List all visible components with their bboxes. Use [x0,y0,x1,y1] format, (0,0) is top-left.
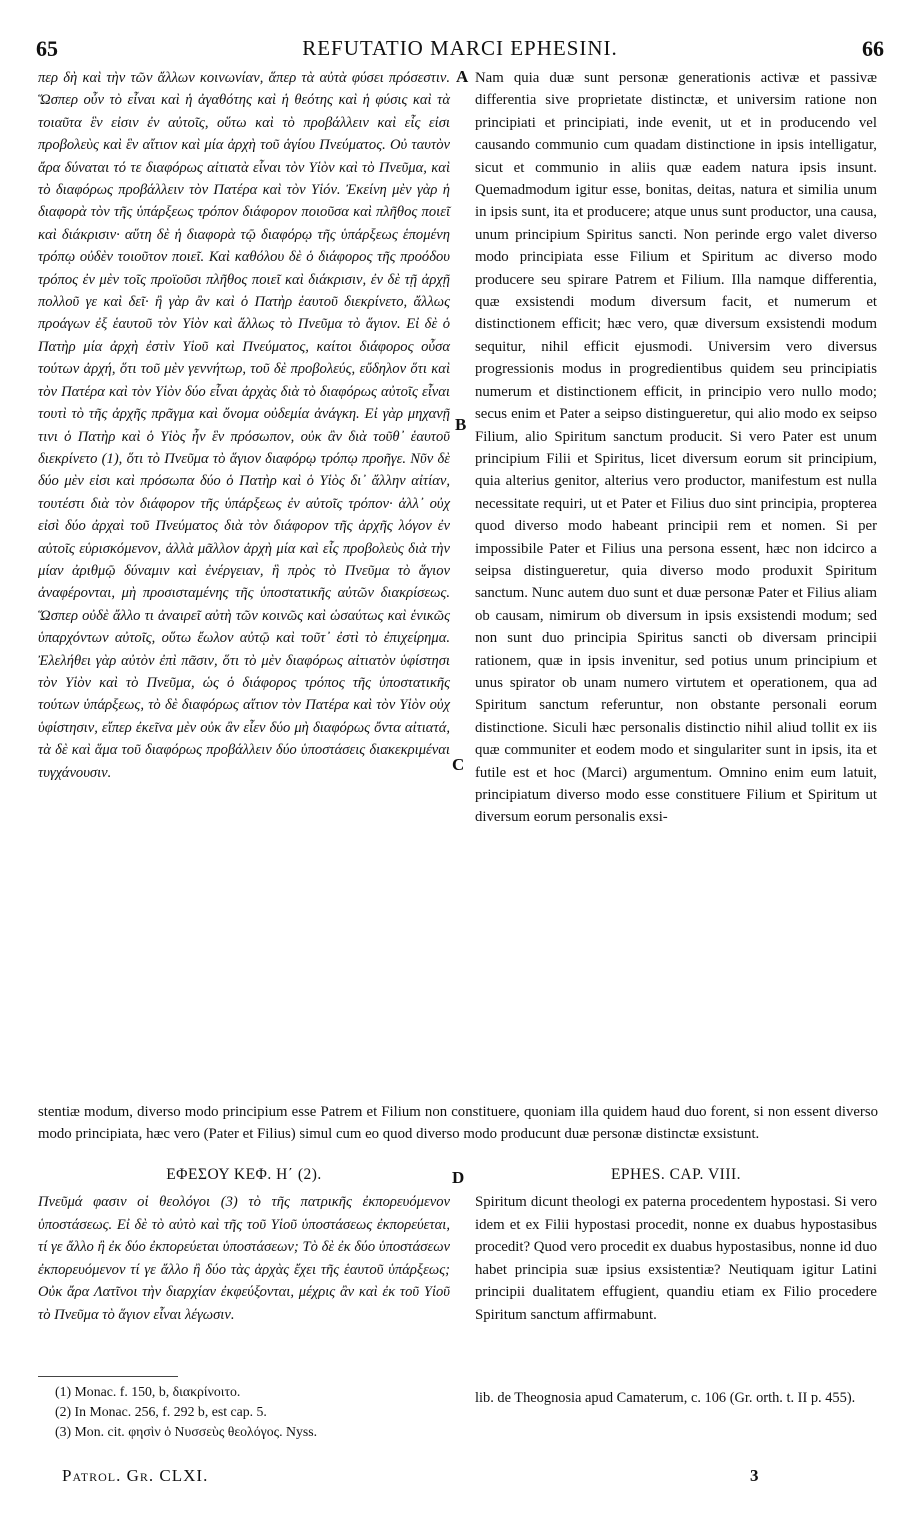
reference-note: lib. de Theognosia apud Camaterum, c. 106 (Gr. orth. t. II p. 455). [475,1390,856,1406]
latin-full-width [38,1101,878,1145]
latin-section-heading: EPHES. CAP. VIII. [610,1166,742,1183]
greek-main-text: περ δὴ καὶ τὴν τῶν ἄλλων κοινωνίαν, ἅπερ τὰ αὐτὰ φύσει πρόσεστιν. Ὥσπερ οὖν τὸ εἶναι καὶ ἡ ἀγαθότης καὶ ἡ θεότης καὶ ἡ φύσις καὶ τὰ τοιαῦτα ἓν εἰσιν ἐν αὐτοῖς, οὕτω καὶ τὸ προβάλλειν καὶ εἷς εἰσι προβολεὺς καὶ ἓν αἴτιον καὶ μία ἀρχὴ τοῦ ἁγίου Πνεύματος. Οὐ ταυτὸν ἄρα δύναται τό τε διαφόρως αἰτιατὰ εἶναι τὸν Υἱὸν καὶ τὸ Πνεῦμα, καὶ τὸ διαφόρως προβάλλειν τὸν Πατέρα καὶ τὸν Υἱόν. Ἐκείνη μὲν γὰρ ἡ διαφορὰ τὸν τῆς ὑπάρξεως τρόπον διάφορον ποιοῦσα καὶ πλῆθος ποιεῖ καὶ διάκρισιν· αὕτη δὲ ἡ διαφορὰ τῷ διαφόρῳ τῆς ὑπάρξεως ἑπομένη τρόπῳ οὐδὲν τοιοῦτον ποιεῖ. Καὶ καθόλου δὲ ὁ διάφορος τῆς προόδου τρόπος ἐν μὲν τοῖς προϊοῦσι πλῆθος ποιεῖ καὶ διάκρισιν, ἐν δὲ τῇ ἀρχῇ πολλοῦ γε καὶ δεῖ· ἢ γὰρ ἂν καὶ ὁ Πατὴρ ἑαυτοῦ διεκρίνετο, ἄλλως προάγων ἐξ ἑαυτοῦ τὸν Υἱὸν καὶ ἄλλως τὸ Πνεῦμα τὸ ἅγιον. Εἰ δὲ ὁ Πατὴρ μία ἀρχὴ ἐστὶν Υἱοῦ καὶ Πνεύματος, καίτοι διάφορος οὖσα τούτων ἀρχή, ὅτι τοῦ μὲν γεννήτωρ, τοῦ δὲ προβολεύς, εὔδηλον ὅτι καὶ τὸν Πατέρα καὶ τὸν Υἱὸν δύο εἶναι ἀρχὰς διὰ τὸ διαφόρως αὐτοῖς εἶναι τουτὶ τὸ τῆς ἀρχῆς πρᾶγμα καὶ ὄνομα οὐδεμία ἀνάγκη. Εἰ γὰρ μηχανῇ τινι ὁ Πατὴρ καὶ ὁ Υἱὸς ἦν ἓν πρόσωπον, οὐκ ἂν διὰ τοῦθ᾽ ἑαυτοῦ διεκρίνετο (1), ὅτι τὸ Πνεῦμα τὸ ἅγιον διαφόρῳ τρόπῳ προῆγε. Νῦν δὲ δύο μὲν εἰσι καὶ πρόσωπα δύο ὁ Πατὴρ καὶ ὁ Υἱὸς δι᾽ ἄλλην αἰτίαν, τουτέστι διὰ τὸν διάφορον τῆς ὑπάρξεως ἐν αὐτοῖς τρόπον· ἀλλ᾽ οὐχ εἰσὶ δύο ἀρχαὶ τοῦ Πνεύματος διὰ τὸν διάφορον τῆς ἀρχῆς λόγον ἐν αὐτοῖς εὑρισκόμενον, ἀλλὰ μᾶλλον ἀρχὴ μία καὶ εἷς προβολεὺς διὰ τὴν μίαν ἀριθμῷ δύναμιν καὶ ἐνέργειαν, ἣ πρὸς τὸ Πνεῦμα τὸ ἅγιον ἀναφέρονται, μὴ προσισταμένης τῆς ὑποστατικῆς αὐτῶν διακρίσεως. Ὥσπερ οὐδὲ ἄλλο τι ἀναιρεῖ αὐτὴ τῶν κοινῶς καὶ ὡσαύτως καὶ ἑνικῶς ὑπαρχόντων αὐτοῖς, οὕτω ἔωλον αὐτῷ καὶ τοῦτ᾽ ἐστὶ τὸ ἐπιχείρημα. Ἐλελήθει γὰρ αὐτὸν ἐπὶ πᾶσιν, ὅτι τὸ μὲν διαφόρως αἰτιατὸν ὑφίστησι τὸν Υἱὸν καὶ τὸ Πνεῦμα, ὡς ὁ διάφορος τρόπος τῆς ὑποστατικῆς τούτων ὑπάρξεως, τὸ δὲ διαφόρως αἴτιον τὸν Πατέρα καὶ τὸν Υἱὸν οὐχ ὑφίστησιν, εἴπερ ἐκεῖνα μὲν οὐκ ἂν εἶεν δύο μὴ διαφόρως ὄντα αἰτιατά, τὰ δὲ καὶ ἅμα τοῦ διαφόρως προβάλλειν δύο ὑποστάσεις διακεκριμέναι τυγχάνουσιν. [38,70,450,781]
latin-column [475,67,877,829]
left-page-number: 65 [36,36,58,61]
latin-section-text: Spiritum dicunt theologi ex paterna procedentem hypostasi. Si vero idem et ex Filii hypostasi procedit, nonne ex duabus hypostasibus procedit? Quod vero procedit ex duabus hypostasibus, nonne id duo habet principia suæ ipsius exsistentiæ? Neutiquam igitur Latini principii dualitatem effugient, quandiu etiam ex Filio procedere Spiritum sanctum affirmabunt. [475,1194,877,1323]
margin-letter-a: A [456,67,469,86]
latin-main-text: Nam quia duæ sunt personæ generationis activæ et passivæ differentia sive proprietate distinctæ, et universim ratione non principiati et principiati, inde evenit, ut et in producendo vel causando communio cum quadam distinctione in ipsis intelligatur, sicut et communio in aliis quæ eadem natura ipsis insunt. Quemadmodum igitur esse, bonitas, deitas, natura et similia unum in ipsis sunt, ita et producere; atque unus sunt productor, una causa, unum principium Spiritus sancti. Non perinde ergo valet diverso modo principiata esse Filium et Spiritum ac diverso modo producere seu spirare Patrem et Filium. Illa namque differentia, quæ exsistendi modum diversum facit, et numerum et distinctionem efficit; hæc vero, quæ diversum exsistendi modum sequitur, nihil efficit ejusmodi. Universim vero diversus progressionis modus in progredientibus quidem seu principiatis numerum et distinctionem efficit, in principio vero nullo modo; secus enim et Pater a seipso distingueretur, qui alio modo ex seipso Filium, alio Spiritum sanctum producit. Si vero Pater est unum principium Filii et Spiritus, licet diversum eorum sit principium, quia alterius genitor, alterius vero productor, manifestum est nulla necessitate requiri, ut et Pater et Filius duo sint principia, propterea quod diverso modo habeant principii rem et nomen. Si per impossibile Pater et Filius una persona essent, hæc non idcirco a seipsa distingueretur, quia diverso modo produxit Spiritum sanctum. Nunc autem duo sunt et duæ personæ Pater et Filius aliam ob causam, nimirum ob diversum in ipsis exsistendi modum; sed non sunt duo principia Spiritus sancti ob diversam principii rationem, quæ in ipsis invenitur, sed potius unum principium et unus spirator ob unam numero virtutem et operationem, qua ad Spiritum sanctum referuntur, non obstante personali eorum distinctione. Siculi hæc personalis distinctio nihil aliud tollit ex iis quæ communiter et eodem modo et singulariter sunt in ipsis, ita et futile est et hoc (Marci) argumentum. Omnino enim eum latuit, principiatum diverso modo esse constituere Filium et Spiritum ut diversum eorum personalis exsi- [475,70,877,826]
latin-continuation-text: stentiæ modum, diverso modo principium esse Patrem et Filium non constituere, quoniam illa quidem haud duo forent, si non essent diverso modo principiata, hæc vero (Pater et Filius) simul cum eo quod diverso modo producunt duæ personæ distinctæ exsistunt. [38,1104,878,1142]
margin-letter-c: C [452,755,465,774]
margin-letter-d: D [452,1168,465,1187]
greek-section-column [38,1191,450,1327]
right-page-number: 66 [862,36,884,61]
series-footer: Patrol. Gr. CLXI. [62,1466,209,1485]
greek-section-heading: ΕΦΕΣΟΥ ΚΕΦ. Η΄ (2). [166,1166,322,1183]
footnote: (1) Monac. f. 150, b, διακρίνοιτο. [55,1384,241,1399]
signature-number: 3 [750,1466,759,1485]
footnotes [55,1382,450,1442]
running-header [36,36,884,66]
footnote: (3) Mon. cit. φησὶν ὁ Νυσσεὺς θεολόγος. Nyss. [55,1424,318,1439]
greek-section-text: Πνεῦμά φασιν οἱ θεολόγοι (3) τὸ τῆς πατρικῆς ἐκπορευόμενον ὑποστάσεως. Εἰ δὲ τὸ αὐτὸ καὶ τῆς τοῦ Υἱοῦ ὑποστάσεως ἐκπορεύεται, τί γε ἄλλο ἢ ἐκ δύο ἐκπορεύεται ὑποστάσεων; Τὸ δὲ ἐκ δύο ὑποστάσεων ἐκπορευόμενον τί γε ἄλλο ἢ δύο τὰς ἀρχὰς ἔχει τῆς ἑαυτοῦ ὑπάρξεως; Οὐκ ἄρα Λατῖνοι τὴν διαρχίαν ἐκφεύξονται, μέχρις ἂν καὶ ἐκ τοῦ Υἱοῦ τὸ Πνεῦμα τὸ ἅγιον εἶναι λέγωσιν. [38,1194,450,1323]
footnote: (2) In Monac. 256, f. 292 b, est cap. 5. [55,1404,267,1419]
latin-section-column [475,1191,877,1327]
running-title: REFUTATIO MARCI EPHESINI. [302,36,618,60]
greek-column [38,67,450,784]
margin-letter-b: B [455,415,467,434]
footnote-rule [38,1376,178,1377]
